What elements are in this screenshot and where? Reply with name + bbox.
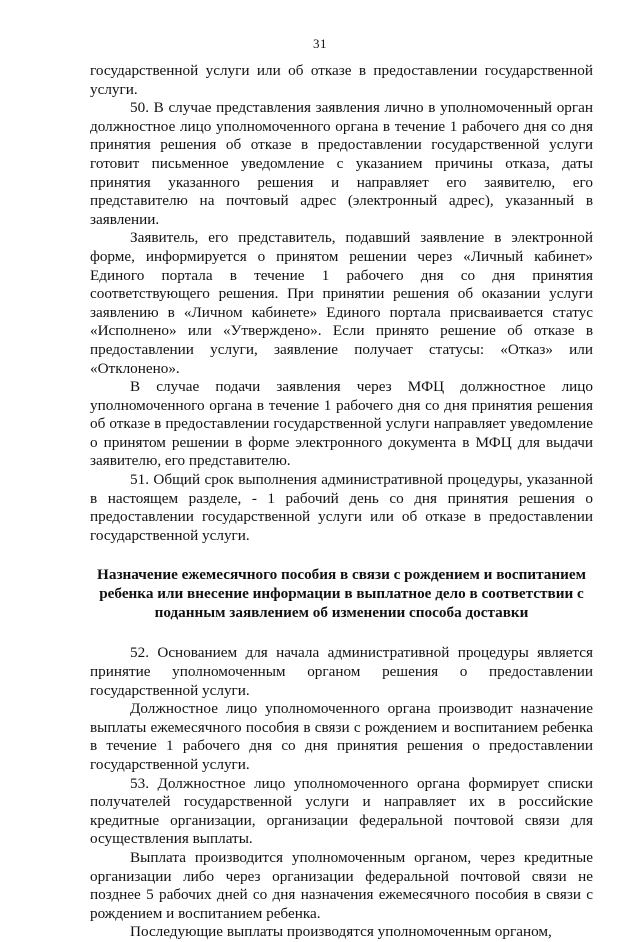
paragraph-50: 50. В случае представления заявления лично в уполномоченный орган должностное лицо уполномоченного органа в течение 1 рабочего дня со дня принятия решения об отказе в предоставлении государственной услуги готовит письменное уведомление с указанием причины отказа, даты принятия указанного решения и направляет его заявителю, его представителю на почтовый адрес (электронный адрес), указанный в заявлении. <box>90 99 593 228</box>
paragraph-continuation: государственной услуги или об отказе в предоставлении государственной услуги. <box>90 62 593 98</box>
paragraph-electronic-notification: Заявитель, его представитель, подавший заявление в электронной форме, информируется о принятом решении через «Личный кабинет» Единого портала в течение 1 рабочего дня со дня принятия соответствующего решения. При принятии решения об оказании услуги заявлению в «Личном кабинете» Единого портала присваивается статус «Исполнено» или «Утверждено». Если принято решение об отказе в предоставлении услуги, заявление получает статусы: «Отказ» или «Отклонено». <box>90 229 593 377</box>
paragraph-53: 53. Должностное лицо уполномоченного органа формирует списки получателей государственной услуги и направляет их в российские кредитные организации, организации федеральной почтовой связи для осуществления выплаты. <box>90 774 593 848</box>
page-number: 31 <box>313 36 327 51</box>
paragraph-subsequent-payments: Последующие выплаты производятся уполномоченным органом, <box>130 923 552 941</box>
paragraph-assignment: Должностное лицо уполномоченного органа производит назначение выплаты ежемесячного пособия в связи с рождением и воспитанием ребенка в течение 1 рабочего дня со дня принятия решения о предоставлении государственной услуги. <box>90 700 593 773</box>
paragraph-52: 52. Основанием для начала административной процедуры является принятие уполномоченным органом решения о предоставлении государственной услуги. <box>90 644 593 699</box>
section-heading: Назначение ежемесячного пособия в связи с рождением и воспитанием ребенка или внесение информации в выплатное дело в соответствии с поданным заявлением об изменении способа доставки <box>97 566 586 622</box>
paragraph-51: 51. Общий срок выполнения административной процедуры, указанной в настоящем разделе, - 1 рабочий день со дня принятия решения о предоставлении государственной услуги или об отказе в предоставлении государственной услуги. <box>90 471 593 544</box>
paragraph-payment: Выплата производится уполномоченным органом, через кредитные организации либо через организации федеральной почтовой связи не позднее 5 рабочих дней со дня назначения ежемесячного пособия в связи с рождением и воспитанием ребенка. <box>90 848 593 922</box>
paragraph-mfc-notification: В случае подачи заявления через МФЦ должностное лицо уполномоченного органа в течение 1 рабочего дня со дня принятия решения об отказе в предоставлении государственной услуги направляет уведомление о принятом решении в форме электронного документа в МФЦ для выдачи заявителю, его представителю. <box>90 378 593 470</box>
document-body <box>90 62 593 942</box>
